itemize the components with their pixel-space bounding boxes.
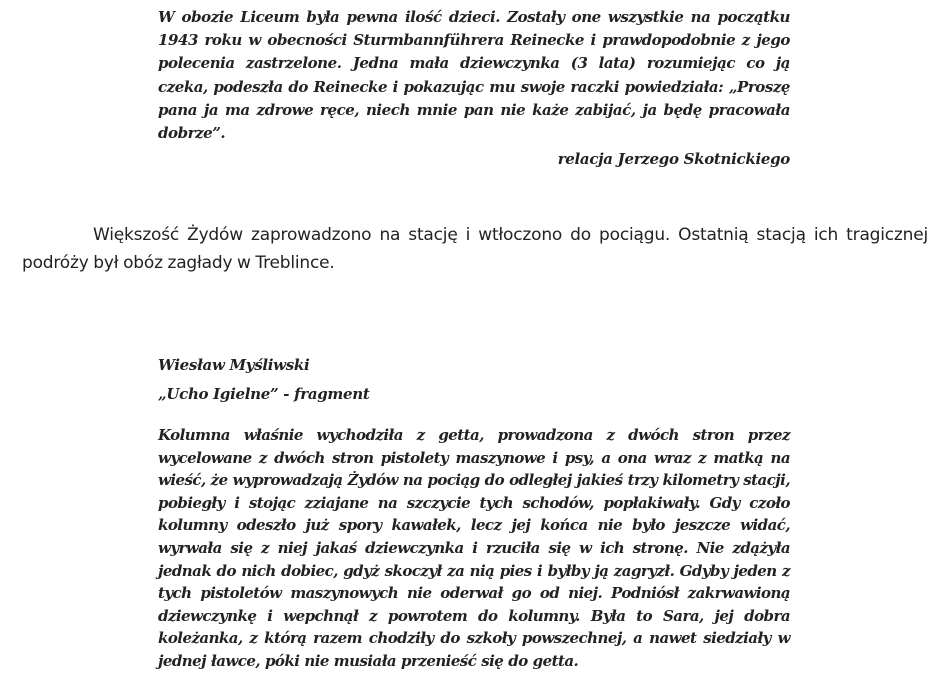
body-paragraph: Większość Żydów zaprowadzono na stację i wtłoczono do pociągu. Ostatnią stacją ich tragicznej podróży był obóz zagłady w Treblince. (22, 225, 928, 273)
quote-block-mysliwski (158, 424, 790, 673)
quote-text: W obozie Liceum była pewna ilość dzieci. Zostały one wszystkie na początku 1943 roku w obecności Sturmbannführera Reinecke i prawdopodobnie z jego polecenia zastrzelone. Jedna mała dziewczynka (3 lata) rozumiejąc co ją czeka, podeszła do Reinecke i pokazując mu swoje raczki powiedziała: „Proszę pana ja ma zdrowe ręce, niech mnie pan nie każe zabijać, ja będę pracowała dobrze”. (158, 8, 790, 143)
source-header (158, 351, 790, 409)
source-work-title: „Ucho Igielne” - fragment (158, 385, 370, 403)
quote-text: Kolumna właśnie wychodziła z getta, prowadzona z dwóch stron przez wycelowane z dwóch stron pistolety maszynowe i psy, a ona wraz z matką na wieść, że wyprowadzają Żydów na pociąg do odległej jakieś trzy kilometry stacji, pobiegły i stojąc zziajane na szczycie tych schodów, popłakiwały. Gdy czoło kolumny odeszło już spory kawałek, lecz jej końca nie było jeszcze widać, wyrwała się z niej jakaś dziewczynka i rzuciła się w ich stronę. Nie zdążyła jednak do nich dobiec, gdyż skoczył za nią pies i byłby ją zagryzł. Gdyby jeden z tych pistoletów maszynowych nie oderwał go od niej. Podniósł zakrwawioną dziewczynkę i wepchnął z powrotem do kolumny. Była to Sara, jej dobra koleżanka, z którą razem chodziły do szkoły powszechnej, a nawet siedziały w jednej ławce, póki nie musiała przenieść się do getta. (158, 426, 790, 670)
source-author: Wiesław Myśliwski (158, 356, 310, 374)
quote-attribution: relacja Jerzego Skotnickiego (557, 150, 790, 169)
quote-block-skotnicki (158, 6, 790, 171)
